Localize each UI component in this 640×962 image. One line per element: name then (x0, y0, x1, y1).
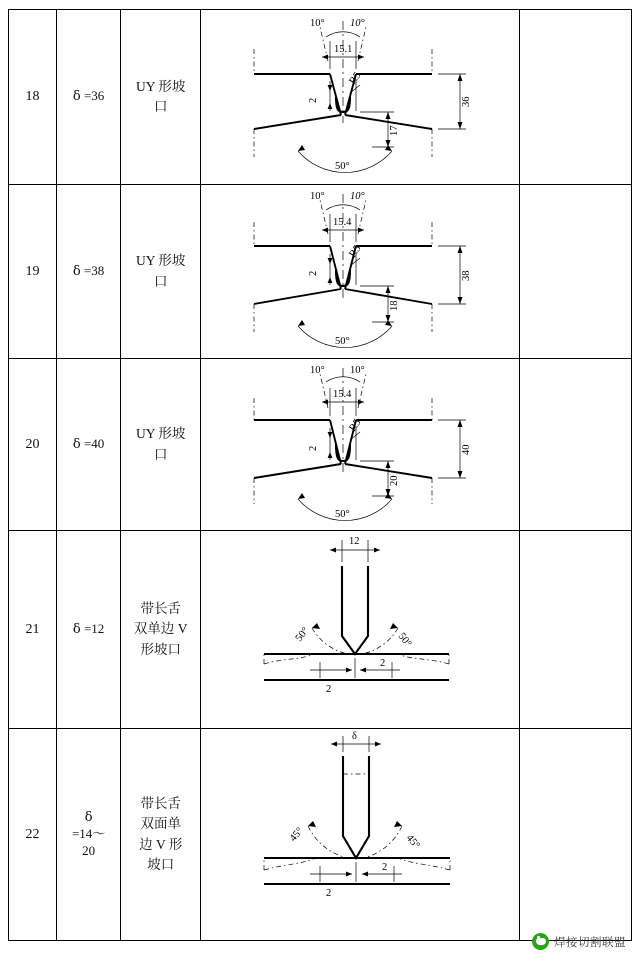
row-number: 19 (9, 185, 57, 359)
groove-name-line2: 口 (153, 99, 168, 114)
groove-name-line1: UY 形坡 (136, 78, 186, 94)
bottom-angle-label: 50° (335, 508, 350, 520)
row-groove-name (121, 185, 201, 359)
dim-right-label: 2 (382, 861, 388, 873)
angle-right-label: 10° (350, 17, 365, 29)
row-groove-name (121, 10, 201, 185)
row-groove-name (121, 359, 201, 531)
top-width-label: 15.4 (333, 216, 352, 228)
row-figure (201, 729, 520, 941)
thickness-label: 40 (461, 444, 473, 455)
top-width-label: 12 (349, 535, 360, 547)
row-number: 18 (9, 10, 57, 185)
angle-right-label: 50° (395, 630, 414, 649)
delta-symbol: δ (72, 621, 81, 637)
row-thickness (57, 10, 121, 185)
root-gap-label: 2 (308, 445, 320, 451)
table-row (9, 359, 632, 531)
row-note (519, 185, 631, 359)
row-note (519, 10, 631, 185)
land-label: 20 (389, 475, 401, 486)
table-row (9, 185, 632, 359)
groove-name-line1: 带长舌 (140, 601, 181, 617)
groove-name-line1: 带长舌 (140, 796, 181, 811)
dim-left-label: 2 (326, 683, 332, 695)
top-width-label: 15.4 (333, 388, 352, 400)
figure-uy-40 (201, 360, 519, 530)
groove-name-line2: 双面单 (140, 816, 181, 832)
top-width-label: 15.1 (334, 43, 353, 55)
radius-label: R5 (347, 242, 364, 260)
delta-value: =12 (83, 620, 105, 636)
bottom-angle-label: 50° (335, 160, 350, 172)
watermark-text: 焊接切割联盟 (554, 936, 626, 949)
row-figure (201, 10, 520, 185)
angle-right-label: 10° (350, 364, 365, 376)
row-number: 22 (9, 729, 57, 941)
radius-label: R5 (347, 416, 364, 434)
angle-left-label: 50° (293, 624, 312, 644)
delta-symbol: δ (72, 436, 81, 452)
spec-table (8, 9, 632, 941)
row-thickness (57, 531, 121, 729)
angle-right-label: 10° (350, 190, 365, 202)
row-groove-name (121, 531, 201, 729)
groove-name-line2: 口 (153, 273, 168, 289)
row-number: 20 (9, 359, 57, 531)
angle-right-label: 45° (403, 832, 422, 851)
row-figure (201, 531, 520, 729)
radius-label: R5 (347, 69, 364, 87)
land-label: 18 (389, 300, 401, 311)
table-row (9, 729, 632, 941)
dim-left-label: 2 (326, 887, 332, 899)
delta-symbol: δ (84, 810, 93, 826)
groove-name-line3: 边 V 形 (139, 836, 183, 852)
groove-name-line4: 坡口 (147, 856, 175, 872)
groove-name-line3: 形坡口 (140, 641, 181, 657)
row-thickness (57, 359, 121, 531)
figure-uy-38 (201, 186, 519, 358)
row-note (519, 531, 631, 729)
wechat-logo-icon (532, 933, 549, 950)
row-number: 21 (9, 531, 57, 729)
figure-long-tongue-v-12 (201, 532, 519, 728)
thickness-label: 36 (461, 96, 473, 107)
row-groove-name (121, 729, 201, 941)
angle-left-label: 45° (287, 825, 306, 844)
figure-uy-36 (201, 11, 519, 184)
row-note (519, 359, 631, 531)
row-note (519, 729, 631, 941)
delta-value: =40 (83, 435, 105, 451)
top-width-label: δ (352, 730, 357, 742)
root-gap-label: 2 (308, 270, 320, 276)
groove-name-line2: 口 (153, 446, 168, 462)
delta-value: =14～ (71, 826, 106, 842)
row-thickness (57, 185, 121, 359)
delta-symbol: δ (72, 263, 81, 279)
thickness-label: 38 (461, 270, 473, 281)
row-figure (201, 359, 520, 531)
figure-long-tongue-double-v (201, 730, 519, 940)
land-label: 17 (389, 125, 401, 136)
delta-value-2: 20 (82, 842, 96, 858)
angle-left-label: 10° (310, 17, 325, 29)
watermark (532, 933, 626, 950)
delta-value: =38 (83, 262, 105, 278)
delta-symbol: δ (72, 89, 81, 105)
row-thickness (57, 729, 121, 941)
table-row (9, 10, 632, 185)
delta-value: =36 (83, 88, 105, 104)
angle-left-label: 10° (310, 190, 325, 202)
bottom-angle-label: 50° (335, 335, 350, 347)
groove-name-line2: 双单边 V (133, 621, 188, 637)
groove-name-line1: UY 形坡 (136, 426, 186, 442)
table-row (9, 531, 632, 729)
groove-name-line1: UY 形坡 (136, 253, 186, 269)
angle-left-label: 10° (310, 364, 325, 376)
root-gap-label: 2 (308, 97, 320, 103)
row-figure (201, 185, 520, 359)
dim-right-label: 2 (380, 657, 386, 669)
